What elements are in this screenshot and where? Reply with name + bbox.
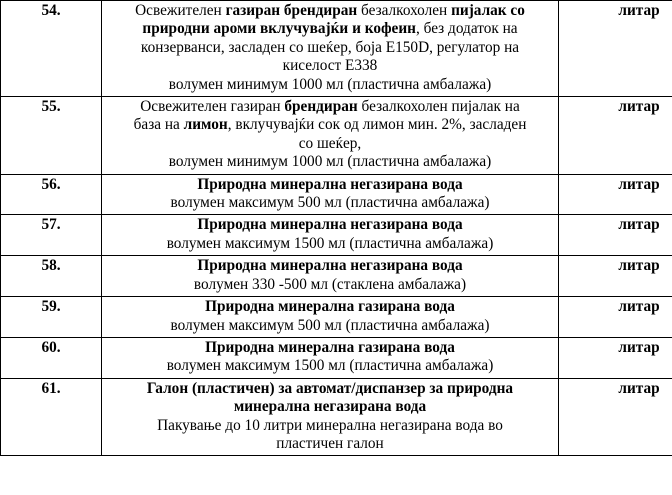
description-line <box>106 194 554 212</box>
item-description <box>102 215 559 256</box>
description-text: со шеќер, <box>298 134 362 152</box>
description-text: Освежителен <box>135 2 226 19</box>
description-line <box>106 216 554 234</box>
description-bold-text: лимон <box>183 116 228 134</box>
description-text: волумен минимум 1000 мл (пластична амбалажа) <box>168 153 492 171</box>
item-number: 54. <box>1 1 102 97</box>
description-bold-text: Галон (пластичен) за автомат/диспанзер за природна <box>146 379 514 397</box>
table-row <box>1 1 672 97</box>
description-line <box>106 57 554 75</box>
unit-of-measure: литар <box>559 378 672 456</box>
description-text: волумен максимум 1500 мл (пластична амбалажа) <box>166 357 494 375</box>
description-bold-text: Природна минерална негазирана вода <box>197 175 463 193</box>
description-bold-text: природни ароми вклучувајќи и кофеин <box>142 20 416 38</box>
unit-of-measure: литар <box>559 256 672 297</box>
description-line <box>106 398 554 416</box>
description-line <box>106 76 554 94</box>
description-text: киселост Е338 <box>282 57 378 75</box>
item-number: 55. <box>1 97 102 175</box>
item-description <box>102 1 559 97</box>
description-line <box>106 317 554 335</box>
table-row <box>1 297 672 338</box>
unit-of-measure: литар <box>559 1 672 97</box>
item-number: 61. <box>1 378 102 456</box>
description-bold-text: газиран брендиран <box>225 2 358 19</box>
description-text: волумен максимум 500 мл (пластична амбалажа) <box>170 194 490 212</box>
table-row <box>1 256 672 297</box>
description-line <box>106 435 554 453</box>
description-line <box>106 176 554 194</box>
unit-of-measure: литар <box>559 215 672 256</box>
description-text: Освежителен газиран <box>140 98 285 116</box>
item-description <box>102 297 559 338</box>
description-line <box>106 357 554 375</box>
unit-of-measure: литар <box>559 174 672 215</box>
description-text: волумен минимум 1000 мл (пластична амбалажа) <box>168 75 492 93</box>
unit-of-measure: литар <box>559 337 672 378</box>
description-text: Пакување до 10 литри минерална негазирана вода во <box>157 416 503 434</box>
item-number: 58. <box>1 256 102 297</box>
item-description <box>102 174 559 215</box>
unit-of-measure: литар <box>559 297 672 338</box>
description-line <box>106 276 554 294</box>
description-bold-text: Природна минерална негазирана вода <box>197 257 463 275</box>
item-number: 60. <box>1 337 102 378</box>
description-line <box>106 257 554 275</box>
description-line <box>106 417 554 435</box>
description-bold-text: брендиран <box>284 98 358 116</box>
item-number: 59. <box>1 297 102 338</box>
description-text: , без додаток на <box>415 20 518 38</box>
description-line <box>106 98 554 116</box>
description-line <box>106 2 554 20</box>
unit-of-measure: литар <box>559 97 672 175</box>
item-number: 56. <box>1 174 102 215</box>
description-line <box>106 380 554 398</box>
description-line <box>106 153 554 171</box>
description-text: безалкохолен пијалак на <box>357 98 520 116</box>
table-row <box>1 215 672 256</box>
description-line <box>106 20 554 38</box>
description-line <box>106 39 554 57</box>
description-bold-text: Природна минерална негазирана вода <box>197 216 463 234</box>
description-text: безалкохолен <box>357 2 452 19</box>
description-text: , вклучувајќи сок од лимон мин. 2%, засладен <box>227 116 527 134</box>
description-text: волумен 330 -500 мл (стаклена амбалажа) <box>193 275 467 293</box>
table-row <box>1 378 672 456</box>
description-line <box>106 116 554 134</box>
table-row <box>1 337 672 378</box>
description-bold-text: Природна минерална газирана вода <box>205 298 455 316</box>
description-bold-text: минерална негазирана вода <box>233 398 427 416</box>
description-line <box>106 298 554 316</box>
table-row <box>1 97 672 175</box>
item-number: 57. <box>1 215 102 256</box>
table-row <box>1 174 672 215</box>
item-description <box>102 378 559 456</box>
description-text: волумен максимум 1500 мл (пластична амбалажа) <box>166 234 494 252</box>
table-body <box>1 1 672 456</box>
description-line <box>106 339 554 357</box>
description-bold-text: Природна минерална газирана вода <box>205 338 455 356</box>
description-text: конзерванси, засладен со шеќер, боја E150D, регулатор на <box>140 38 520 56</box>
description-bold-text: пијалак со <box>451 2 525 19</box>
description-text: база на <box>133 116 184 134</box>
description-line <box>106 135 554 153</box>
item-description <box>102 256 559 297</box>
item-description <box>102 337 559 378</box>
description-line <box>106 235 554 253</box>
description-text: пластичен галон <box>276 434 384 452</box>
item-description <box>102 97 559 175</box>
description-text: волумен максимум 500 мл (пластична амбалажа) <box>170 316 490 334</box>
